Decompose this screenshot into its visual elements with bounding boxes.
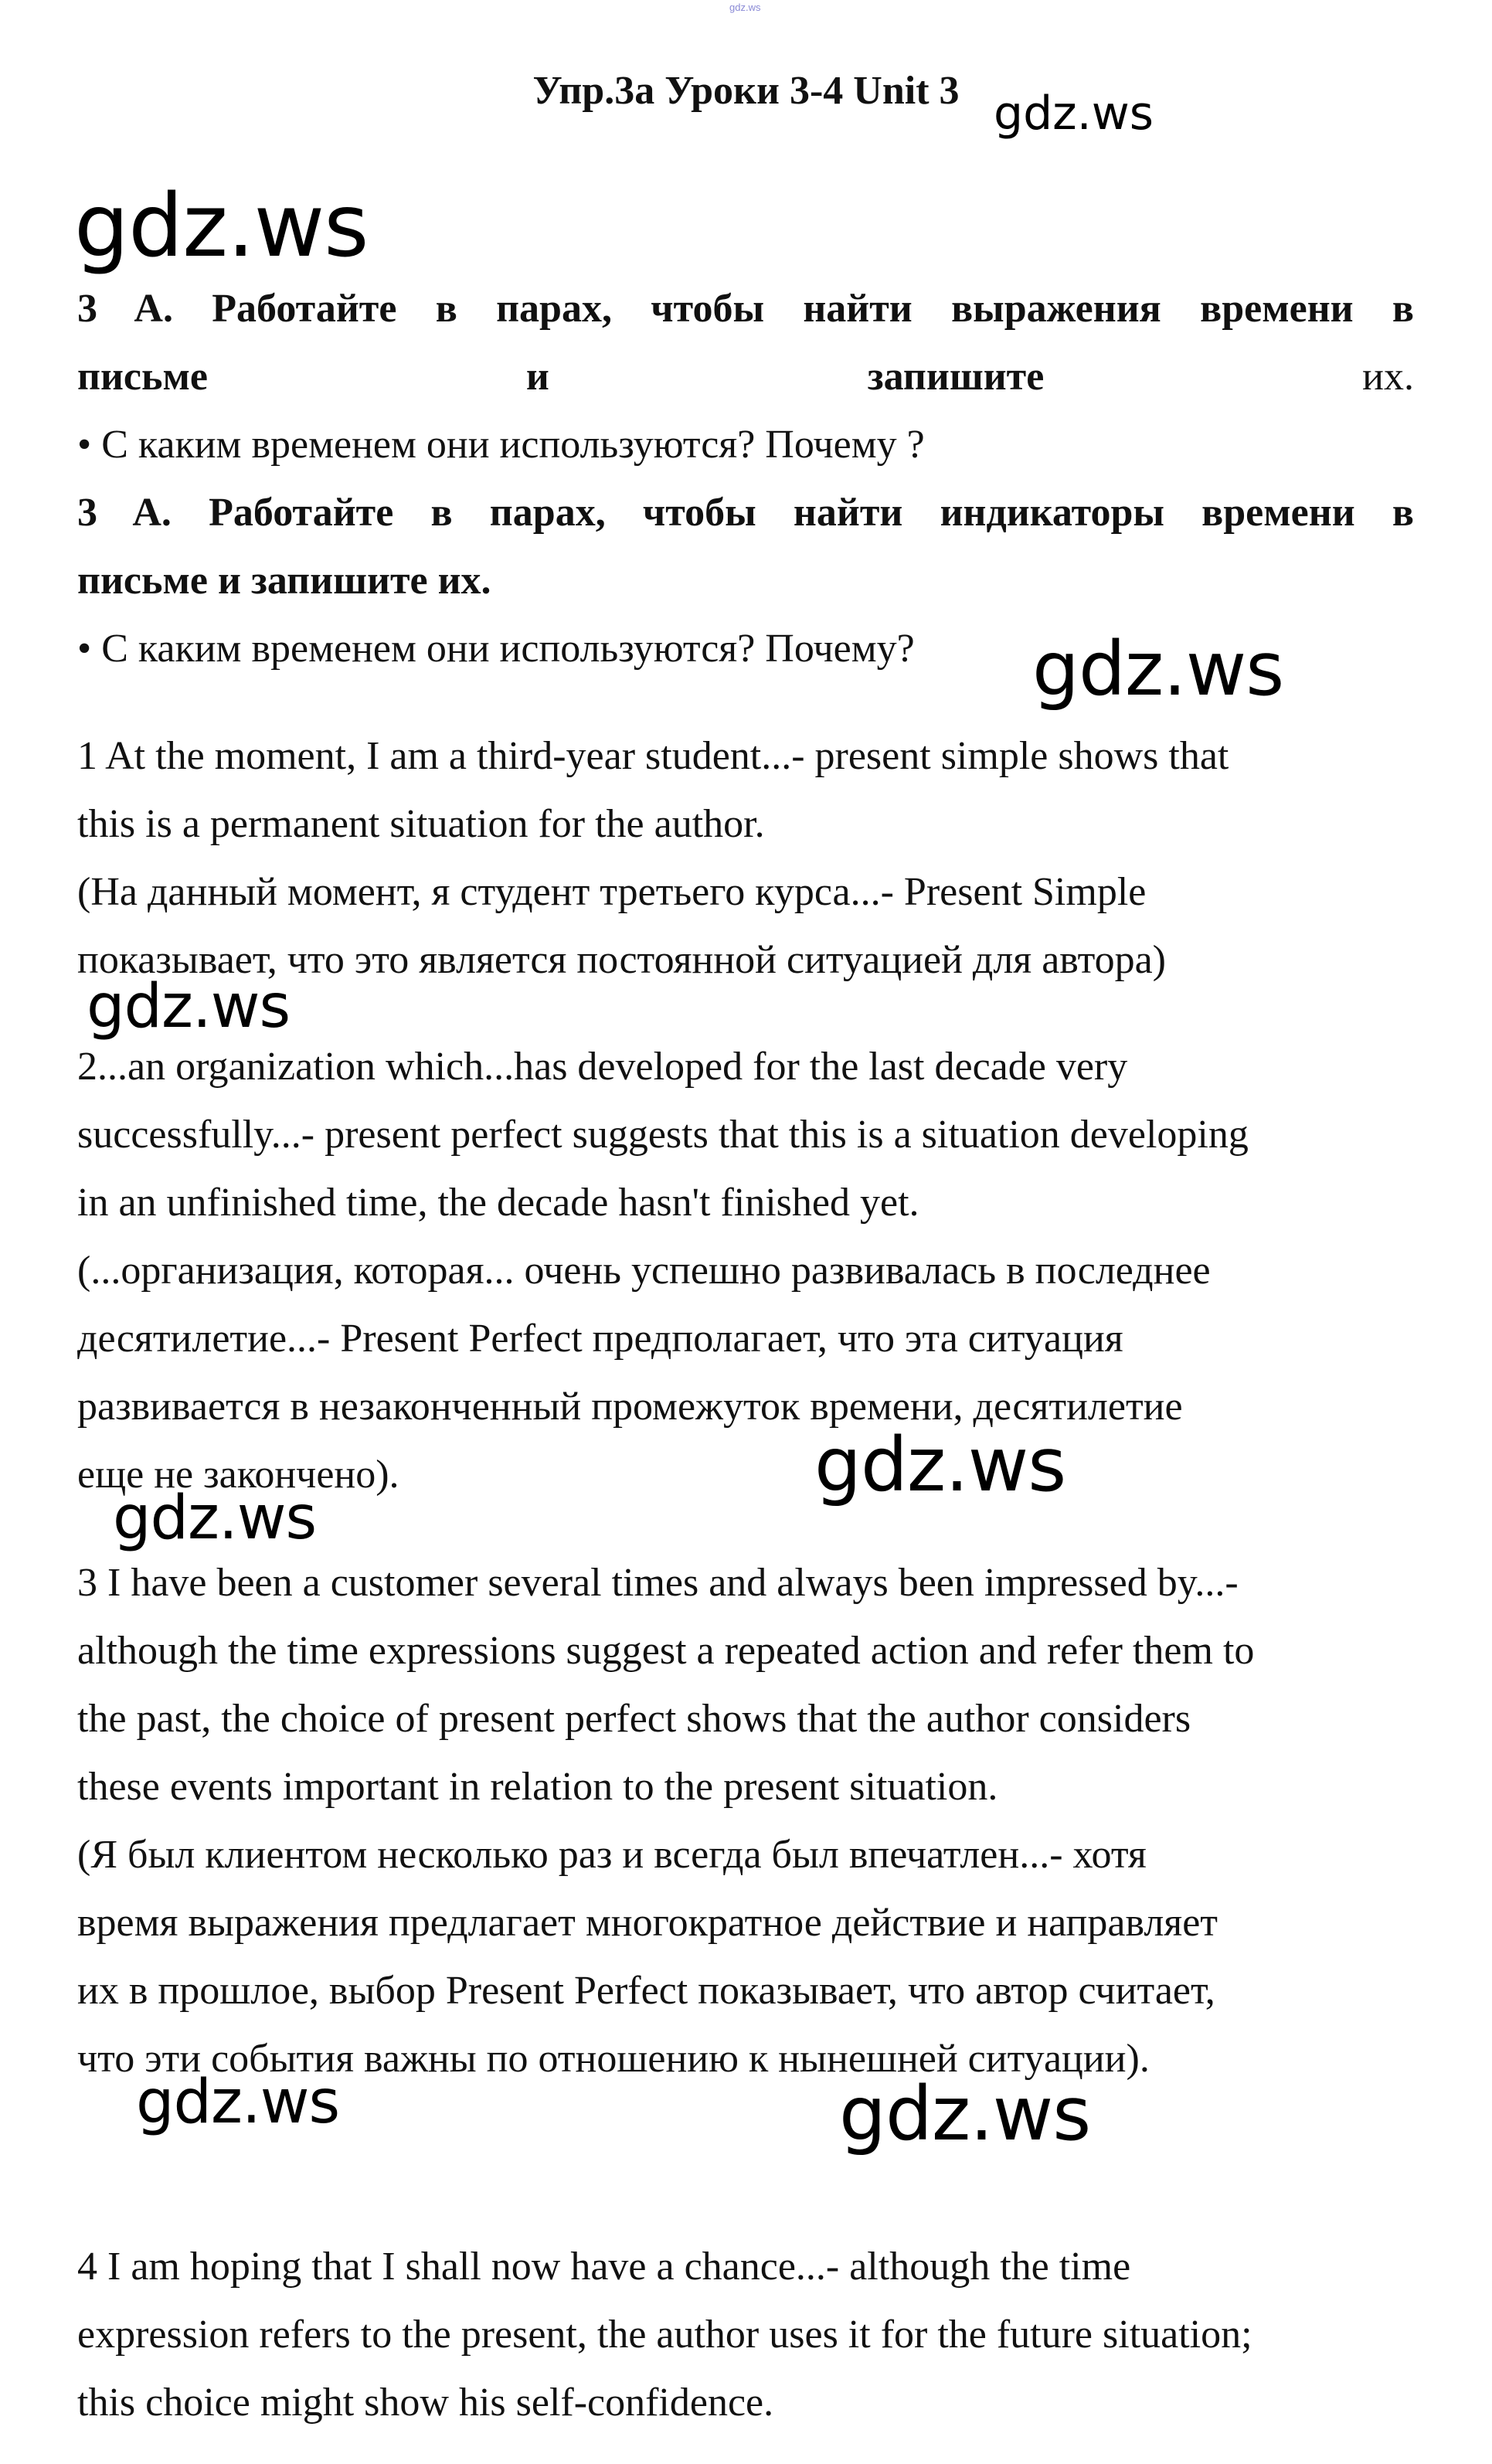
answer-line: in an unfinished time, the decade hasn't finished yet. <box>77 1181 919 1225</box>
task-block <box>77 275 1414 683</box>
answer-line: expression refers to the present, the author uses it for the future situation; <box>77 2313 1252 2357</box>
answer-line: these events important in relation to the present situation. <box>77 1765 998 1809</box>
watermark: gdz.ws <box>814 1422 1066 1508</box>
answer-3 <box>77 1549 1414 2093</box>
answer-line: что эти события важны по отношению к нынешней ситуации). <box>77 2037 1150 2081</box>
task-line-1 <box>77 275 1414 343</box>
task-line-5: письме и запишите их. <box>77 559 491 603</box>
answer-line: 2...an organization which...has developed for the last decade very <box>77 1045 1128 1089</box>
task-word: и <box>525 355 549 399</box>
watermark: gdz.ws <box>839 2071 1091 2157</box>
watermark: gdz.ws <box>113 1483 317 1553</box>
answer-line: this choice might show his self-confidence. <box>77 2381 774 2425</box>
answer-line: 3 I have been a customer several times and always been impressed by...- <box>77 1561 1239 1605</box>
answer-line: десятилетие...- Present Perfect предполагает, что эта ситуация <box>77 1317 1123 1361</box>
task-word: запишите <box>867 355 1045 399</box>
top-watermark: gdz.ws <box>729 2 761 13</box>
page-title: Упр.3а Уроки 3-4 Unit 3 <box>532 69 960 113</box>
answer-line: (...организация, которая... очень успешно развивалась в последнее <box>77 1249 1211 1293</box>
answer-line: 1 At the moment, I am a third-year student...- present simple shows that <box>77 734 1229 778</box>
answer-4 <box>77 2233 1414 2437</box>
answer-line: развивается в незаконченный промежуток времени, десятилетие <box>77 1385 1183 1429</box>
task-line-3: • С каким временем они используются? Почему ? <box>77 423 925 467</box>
task-word: письме <box>77 355 208 399</box>
answer-1 <box>77 722 1414 994</box>
watermark: gdz.ws <box>136 2068 340 2137</box>
answer-line: although the time expressions suggest a repeated action and refer them to <box>77 1629 1255 1673</box>
watermark: gdz.ws <box>1032 626 1284 712</box>
answer-line: еще не закончено). <box>77 1453 399 1497</box>
answer-line: их в прошлое, выбор Present Perfect показывает, что автор считает, <box>77 1969 1215 2013</box>
watermark: gdz.ws <box>994 87 1154 141</box>
answer-line: this is a permanent situation for the author. <box>77 802 765 846</box>
answer-line: (На данный момент, я студент третьего курса...- Present Simple <box>77 870 1147 914</box>
task-line-2 <box>77 343 1414 411</box>
task-line-4-text: 3 A. Работайте в парах, чтобы найти индикаторы времени в <box>77 491 1414 535</box>
watermark: gdz.ws <box>74 176 369 277</box>
task-line-1-text: 3 A. Работайте в парах, чтобы найти выражения времени в <box>77 287 1414 331</box>
answer-line: the past, the choice of present perfect shows that the author considers <box>77 1697 1191 1741</box>
task-line-4 <box>77 479 1414 547</box>
answer-line: показывает, что это является постоянной ситуацией для автора) <box>77 938 1167 982</box>
answer-line: (Я был клиентом несколько раз и всегда был впечатлен...- хотя <box>77 1833 1147 1877</box>
task-line-6: • С каким временем они используются? Почему? <box>77 627 915 671</box>
watermark: gdz.ws <box>87 972 291 1042</box>
answer-2 <box>77 1033 1414 1509</box>
answer-line: 4 I am hoping that I shall now have a chance...- although the time <box>77 2245 1131 2289</box>
answer-line: successfully...- present perfect suggests that this is a situation developing <box>77 1113 1249 1157</box>
answer-line: время выражения предлагает многократное действие и направляет <box>77 1901 1218 1945</box>
task-word: их. <box>1362 355 1414 399</box>
